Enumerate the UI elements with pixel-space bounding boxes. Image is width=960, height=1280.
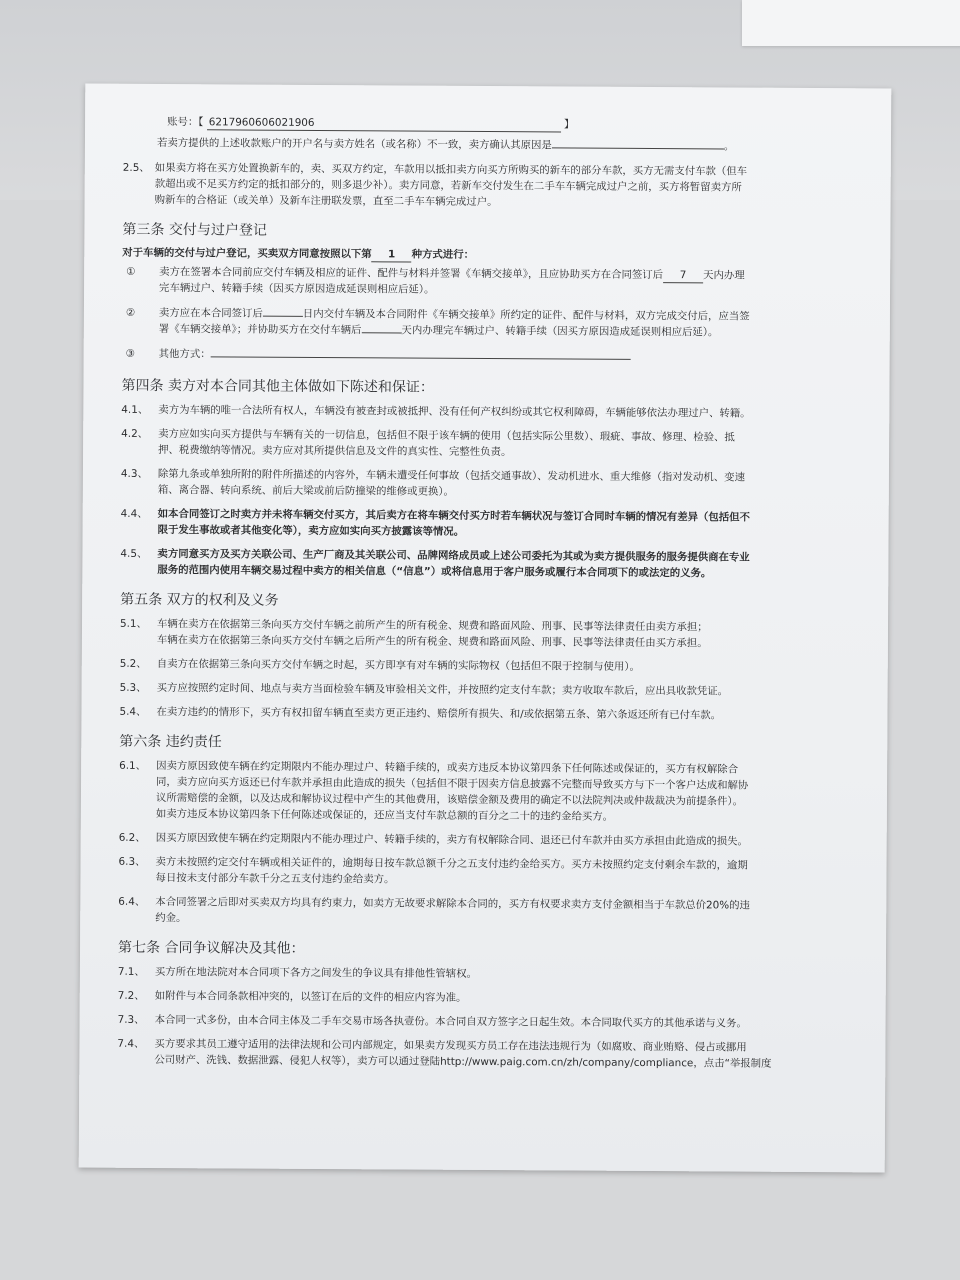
clause-4-1 bbox=[121, 402, 851, 422]
clause-2-5 bbox=[123, 160, 853, 212]
clause-number: 2.5、 bbox=[122, 161, 150, 174]
clause-number: 5.3、 bbox=[119, 681, 147, 694]
clause-text: 车辆在卖方在依据第三条向买方交付车辆之前所产生的所有税金、规费和路面风险、刑事、民事等法律责任由卖方承担； 车辆在卖方在依据第三条向买方交付车辆之后所产生的所有税金、规费和路面风险、刑事、民事等法律责任由买方承担。 bbox=[156, 617, 708, 650]
transfer-days: 7 bbox=[663, 269, 703, 283]
article5-heading: 第五条 双方的权利及义务 bbox=[120, 591, 279, 609]
contract-content bbox=[117, 114, 853, 1072]
clause-number: 5.1、 bbox=[119, 617, 147, 630]
article5-items bbox=[119, 616, 850, 724]
account-close: 】 bbox=[564, 118, 575, 131]
article6-heading: 第六条 违约责任 bbox=[119, 733, 222, 751]
clause-text: 除第九条或单独所附的附件所描述的内容外，车辆未遭受任何事故（包括交通事故）、发动机进水、重大维修（指对发动机、变速 箱、离合器、转向系统、前后大梁或前后防撞梁的维修或更换）。 bbox=[157, 467, 746, 498]
clause-text: 本合同签署之后即对买卖双方均具有约束力，如卖方无故要求解除本合同的，买方有权要求卖方支付金额相当于车款总价20%的违 约金。 bbox=[155, 895, 750, 925]
clause-text: 买方要求其员工遵守适用的法律法规和公司内部规定，如果卖方发现买方员工存在违法违规行为（如腐败、商业贿赂、侵占或挪用 公司财产、洗钱、数据泄露、侵犯人权等），卖方可以通过登陆http://www.paig.com.cn/zh/company/compliance，点击“举报制度 bbox=[154, 1037, 772, 1070]
clause-number: 4.5、 bbox=[120, 547, 148, 560]
clause-5-3 bbox=[120, 680, 850, 700]
clause-4-2 bbox=[121, 426, 851, 462]
clause-number: 6.1、 bbox=[119, 759, 147, 772]
delivery-days-blank bbox=[263, 316, 303, 317]
clause-text: 卖方应如实向买方提供与车辆有关的一切信息，包括但不限于该车辆的使用（包括实际公里数）、瑕疵、事故、修理、检验、抵 押、税费缴纳等情况。卖方应对其所提供信息及文件的真实性、完整性负责。 bbox=[158, 428, 735, 459]
article3-intro: 对于车辆的交付与过户登记，买卖双方同意按照以下第 1 种方式进行： bbox=[122, 246, 475, 261]
background-paper-corner bbox=[742, 0, 960, 46]
clause-4-5 bbox=[120, 546, 850, 582]
clause-text: 买方应按照约定时间、地点与卖方当面检验车辆及审验相关文件，并按照约定支付车款；卖方收取车款后，应出具收款凭证。 bbox=[156, 681, 729, 698]
clause-number: 6.3、 bbox=[118, 855, 146, 868]
clause-6-3 bbox=[118, 854, 848, 890]
article6-items bbox=[118, 758, 849, 930]
clause-number: 4.3、 bbox=[120, 467, 148, 480]
clause-text: 如果卖方将在买方处置换新车的，卖、买双方约定，车款用以抵扣卖方向买方所购买的新车的部分车款，买方无需支付车款（但车 款超出或不足买方约定的抵扣部分的，则多退少补）。卖方同意，若新车交付发生在二手车车辆完成过户之前，买方将暂留卖方所 购新车的合格证（或关单）及新车注册联发票，直至二手车车辆完成过户。 bbox=[154, 161, 748, 209]
clause-number: 7.2、 bbox=[117, 989, 145, 1002]
mismatch-reason-blank bbox=[552, 147, 724, 149]
clause-text: 自卖方在依据第三条向买方交付车辆之时起，买方即享有对车辆的实际物权（包括但不限于控制与使用）。 bbox=[156, 657, 640, 673]
clause-text: 卖方同意买方及买方关联公司、生产厂商及其关联公司、品牌网络成员或上述公司委托为其或为卖方提供服务的服务提供商在专业 服务的范围内使用车辆交易过程中卖方的相关信息（“信息”）或将信息用于客户服务或履行本合同项下的或法定的义务。 bbox=[157, 547, 750, 580]
article7-items bbox=[117, 964, 848, 1072]
clause-number: 4.1、 bbox=[121, 403, 149, 416]
article3-heading: 第三条 交付与过户登记 bbox=[122, 221, 267, 239]
other-method-blank bbox=[211, 356, 631, 360]
name-mismatch-text: 若卖方提供的上述收款账户的开户名与卖方姓名（或名称）不一致，卖方确认其原因是 bbox=[156, 136, 552, 152]
clause-number: 7.3、 bbox=[117, 1013, 145, 1026]
clause-text: 卖方未按照约定交付车辆或相关证件的，逾期每日按车款总额千分之五支付违约金给买方。买方未按照约定支付剩余车款的，逾期 每日按未支付部分车款千分之五支付违约金给卖方。 bbox=[155, 855, 748, 886]
contract-page bbox=[79, 84, 892, 1173]
account-number: 6217960606021906 bbox=[207, 116, 561, 132]
clause-number: 5.2、 bbox=[119, 657, 147, 670]
clause-number: 5.4、 bbox=[119, 705, 147, 718]
clause-7-1 bbox=[118, 964, 848, 984]
article7-heading: 第七条 合同争议解决及其他： bbox=[117, 939, 305, 957]
clause-text: 如附件与本合同条款相冲突的，以签订在后的文件的相应内容为准。 bbox=[154, 989, 467, 1004]
article4-heading: 第四条 卖方对本合同其他主体做如下陈述和保证： bbox=[121, 377, 434, 396]
account-label: 账号：【 bbox=[167, 116, 204, 129]
clause-5-2 bbox=[120, 656, 850, 676]
clause-4-4 bbox=[121, 506, 851, 542]
clause-text: 在卖方违约的情形下，买方有权扣留车辆直至卖方更正违约、赔偿所有损失、和/或依据第五条、第六条返还所有已付车款。 bbox=[156, 705, 722, 722]
clause-6-1 bbox=[119, 758, 849, 826]
delivery-option-3: ③ 其他方式： bbox=[122, 346, 852, 366]
clause-4-3 bbox=[121, 466, 851, 502]
clause-text: 因买方原因致使车辆在约定期限内不能办理过户、转籍手续的，卖方有权解除合同、退还已付车款并由买方承担由此造成的损失。 bbox=[155, 831, 749, 848]
clause-text: 卖方为车辆的唯一合法所有权人，车辆没有被查封或被抵押、没有任何产权纠纷或其它权利障碍，车辆能够依法办理过户、转籍。 bbox=[158, 404, 751, 420]
clause-5-4 bbox=[119, 704, 849, 724]
transfer-days-blank bbox=[361, 332, 401, 333]
clause-text: 因卖方原因致使车辆在约定期限内不能办理过户、转籍手续的，或卖方违反本协议第四条下任何陈述或保证的，买方有权解除合 同，卖方应向买方返还已付车款并承担由此造成的损失（包括但不限于因卖方信息披露不完整而导致买方与下一个客户达成和解协 议所需赔偿的金额，以及达成和解协议过程中产生的其他费用，该赔偿金额及费用的确定不以法院判决或仲裁裁决为前提条件）。 如卖方违反本协议第四条下任何陈述或保证的，还应当支付车款总额的百分之二十的违约金给买方。 bbox=[155, 759, 749, 823]
clause-text: 本合同一式多份，由本合同主体及二手车交易市场各执壹份。本合同自双方签字之日起生效。本合同取代买方的其他承诺与义务。 bbox=[154, 1013, 747, 1030]
clause-number: 6.2、 bbox=[118, 831, 146, 844]
clause-number: 6.4、 bbox=[118, 895, 146, 908]
clause-5-1 bbox=[120, 616, 850, 652]
clause-7-3 bbox=[118, 1012, 848, 1032]
clause-number: 7.1、 bbox=[117, 965, 145, 978]
clause-7-2 bbox=[118, 988, 848, 1008]
delivery-option-2: ② 卖方应在本合同签订后 日内交付车辆及本合同附件《车辆交接单》所约定的证件、配件与材料，双方完成交付后，应当签 署《车辆交接单》；并协助买方在交付车辆后 天内办理完车辆过户、转籍手续（因买方原因造成延误则相应后延）。 bbox=[125, 306, 750, 339]
clause-text: 如本合同签订之时卖方并未将车辆交付买方，其后卖方在将车辆交付买方时若车辆状况与签订合同时车辆的情况有差异（包括但不 限于发生事故或者其他变化等），卖方应如实向买方披露该等情况。 bbox=[157, 507, 750, 538]
clause-number: 4.2、 bbox=[121, 427, 149, 440]
clause-7-4 bbox=[117, 1036, 847, 1072]
delivery-option-1: ① 卖方在签署本合同前应交付车辆及相应的证件、配件与材料并签署《车辆交接单》，且应协助买方在合同签订后 7 天内办理 完车辆过户、转籍手续（因买方原因造成延误则相应后延）。 bbox=[126, 265, 745, 296]
clause-6-2 bbox=[119, 830, 849, 850]
clause-6-4 bbox=[118, 894, 848, 930]
clause-number: 7.4、 bbox=[117, 1037, 145, 1050]
clause-number: 4.4、 bbox=[120, 507, 148, 520]
delivery-method-number: 1 bbox=[372, 248, 412, 262]
clause-text: 买方所在地法院对本合同项下各方之间发生的争议具有排他性管辖权。 bbox=[154, 965, 478, 980]
name-mismatch-line: 若卖方提供的上述收款账户的开户名与卖方姓名（或名称）不一致，卖方确认其原因是 。 bbox=[156, 136, 735, 153]
account-line bbox=[167, 114, 853, 134]
article4-items bbox=[120, 402, 851, 582]
